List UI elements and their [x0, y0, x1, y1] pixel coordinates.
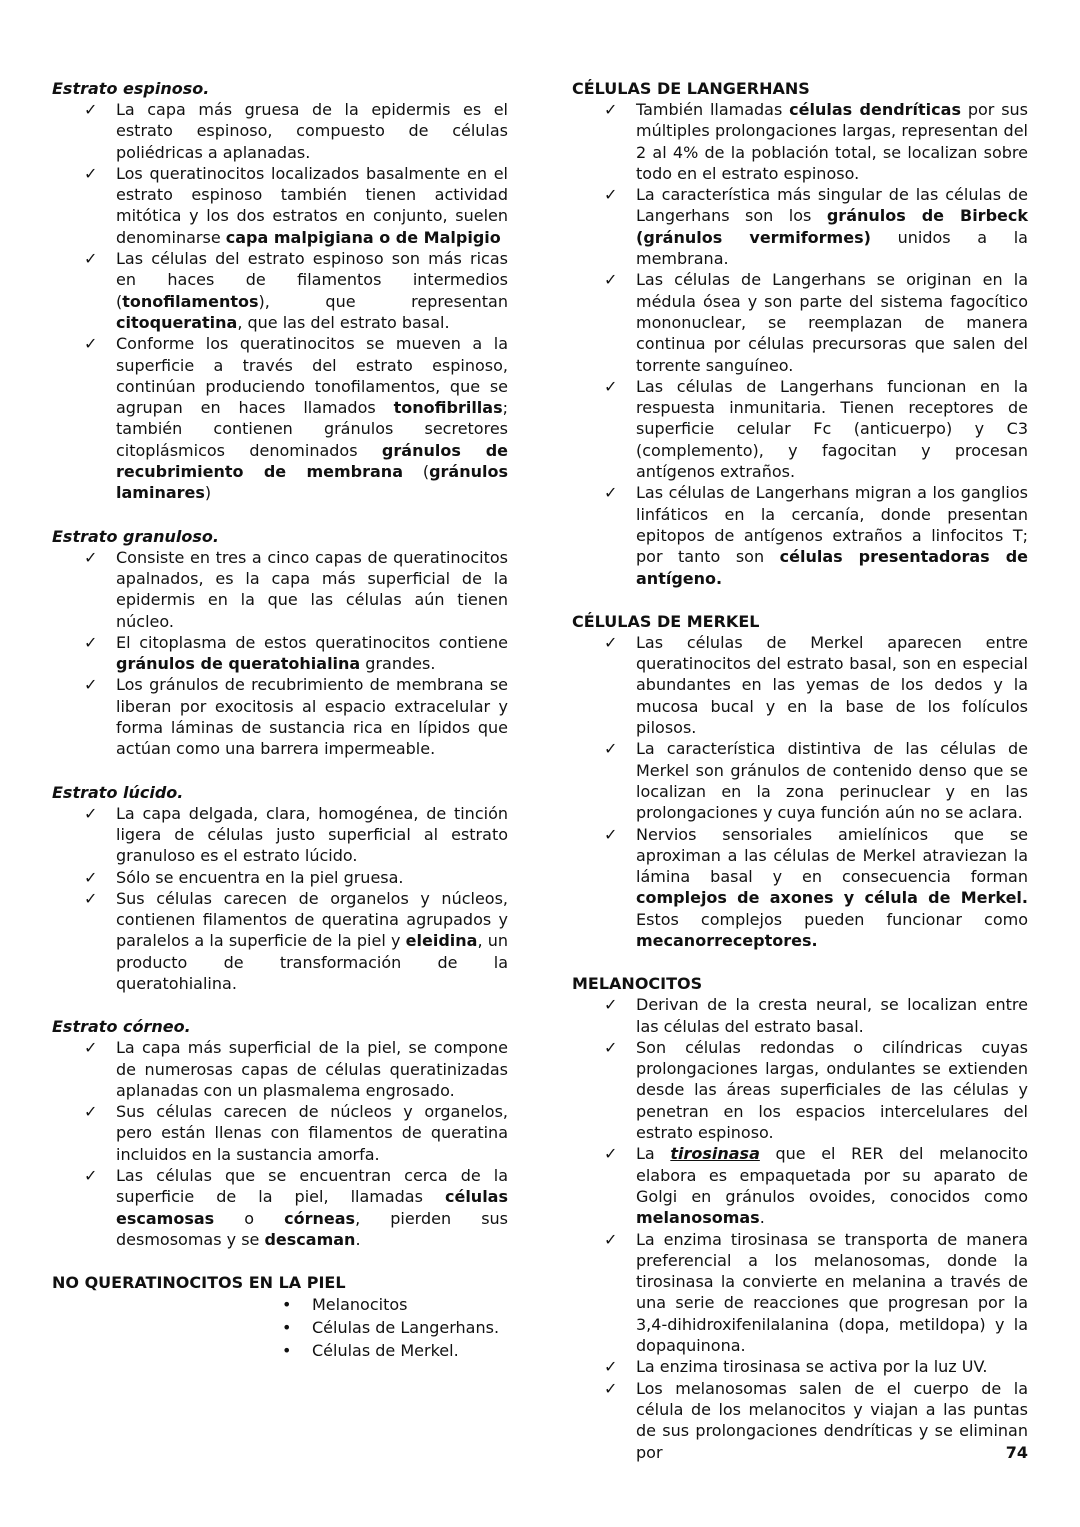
check-icon: ✓ [604, 376, 618, 396]
section-title: Estrato lúcido. [52, 782, 184, 802]
section-no-queratinocitos [52, 1272, 508, 1362]
check-icon: ✓ [604, 1357, 618, 1377]
check-icon: ✓ [604, 185, 618, 205]
list-item: ✓ Los gránulos de recubrimiento de membrana se liberan por exocitosis al espacio extracelular y forma láminas de sustancia rica en lípidos que actúan como una barrera impermeable. [84, 675, 508, 759]
check-icon: ✓ [604, 824, 618, 844]
list-item: • Melanocitos [282, 1295, 408, 1315]
checklist [572, 632, 1028, 951]
list-item: ✓ Las células de Merkel aparecen entre queratinocitos del estrato basal, son en especial abundantes en las yemas de los dedos y la mucosa bucal y en la base de los folículos pilosos. [604, 632, 1028, 738]
checklist [52, 547, 508, 760]
list-item: ✓ Las células de Langerhans funcionan en la respuesta inmunitaria. Tienen receptores de superficie celular Fc (anticuerpo) y C3 (complemento), y fagocitan y procesan antígenos extraños. [604, 376, 1028, 482]
list-item: ✓ La enzima tirosinasa se activa por la luz UV. [604, 1357, 988, 1377]
list-item: ✓ La característica más singular de las células de Langerhans son los gránulos de Birbeck (gránulos vermiformes) unidos a la membrana. [604, 185, 1028, 269]
section-celulas-merkel [572, 611, 1028, 951]
section-estrato-espinoso [52, 78, 508, 504]
section-estrato-corneo [52, 1016, 508, 1250]
list-item: ✓ Son células redondas o cilíndricas cuyas prolongaciones largas, ondulantes se extienden desde las áreas superficiales de las células y penetran en los espacios intercelulares del estrato espinoso. [604, 1037, 1028, 1143]
list-item: ✓ La capa más gruesa de la epidermis es el estrato espinoso, compuesto de células poliédricas a aplanadas. [84, 100, 508, 162]
list-item: ✓ Conforme los queratinocitos se mueven a la superficie a través del estrato espinoso, continúan produciendo tonofilamentos, que se agrupan en haces llamados tonofibrillas; también contienen gránulos secretores citoplásmicos denominados gránulos de recubrimiento de membrana (gránulos laminares) [84, 334, 508, 503]
list-item: ✓ La capa más superficial de la piel, se compone de numerosas capas de células queratinizadas aplanadas con un plasmalema engrosado. [84, 1038, 508, 1100]
list-item: ✓ Los melanosomas salen de el cuerpo de la célula de los melanocitos y viajan a las puntas de sus prolongaciones dendríticas y se eliminan por [604, 1378, 1028, 1462]
list-item: ✓ El citoplasma de estos queratinocitos contiene gránulos de queratohialina grandes. [84, 632, 508, 674]
check-icon: ✓ [604, 995, 618, 1015]
list-item: ✓ La tirosinasa que el RER del melanocito elabora es empaquetada por su aparato de Golgi en gránulos ovoides, conocidos como melanosomas. [604, 1144, 1028, 1228]
check-icon: ✓ [84, 100, 98, 119]
check-icon: ✓ [84, 632, 98, 652]
list-item: ✓ Sólo se encuentra en la piel gruesa. [84, 867, 404, 887]
right-column [572, 78, 1028, 1485]
list-item: • Células de Merkel. [282, 1341, 459, 1361]
list-item: ✓ La capa delgada, clara, homogénea, de tinción ligera de células justo superficial al estrato granuloso es el estrato lúcido. [84, 803, 508, 866]
section-title: Estrato granuloso. [52, 526, 219, 546]
list-item: ✓ Las células de Langerhans se originan en la médula ósea y son parte del sistema fagocítico mononuclear, se reemplazan de manera continua por células precursoras que salen del torrente sanguíneo. [604, 270, 1028, 375]
check-icon: ✓ [604, 483, 618, 503]
check-icon: ✓ [84, 1166, 98, 1186]
list-item: ✓ Derivan de la cresta neural, se localizan entre las células del estrato basal. [604, 995, 1028, 1036]
section-title: NO QUERATINOCITOS EN LA PIEL [52, 1273, 346, 1293]
check-icon: ✓ [604, 632, 618, 652]
bullet-icon: • [282, 1295, 292, 1315]
bullet-icon: • [282, 1318, 292, 1338]
check-icon: ✓ [604, 100, 618, 119]
list-item: ✓ Consiste en tres a cinco capas de queratinocitos apalnados, es la capa más superficial de la epidermis en la que las células aún tienen núcleo. [84, 547, 508, 631]
list-item: ✓ Los queratinocitos localizados basalmente en el estrato espinoso también tienen actividad mitótica y los dos estratos en conjunto, suelen denominarse capa malpigiana o de Malpigio [84, 163, 508, 247]
check-icon: ✓ [604, 1037, 618, 1057]
section-title: CÉLULAS DE LANGERHANS [572, 79, 810, 98]
list-item: ✓ También llamadas células dendríticas por sus múltiples prolongaciones largas, representan del 2 al 4% de la población total, se localizan sobre todo en el estrato espinoso. [604, 100, 1029, 183]
list-item: ✓ Las células que se encuentran cerca de la superficie de la piel, llamadas células escamosas o córneas, pierden sus desmosomas y se descaman. [84, 1166, 508, 1249]
check-icon: ✓ [84, 334, 98, 354]
list-item: ✓ Las células de Langerhans migran a los ganglios linfáticos en la cercanía, donde presentan epitopos de antígenos extraños a linfocitos T; por tanto son células presentadoras de antígeno. [604, 483, 1029, 588]
list-item: ✓ Sus células carecen de organelos y núcleos, contienen filamentos de queratina agrupados y paralelos a la superficie de la piel y eleidina, un producto de transformación de la queratohialina. [84, 888, 508, 993]
list-item: • Células de Langerhans. [282, 1318, 500, 1338]
checklist [52, 1037, 508, 1250]
list-item: ✓ Las células del estrato espinoso son más ricas en haces de filamentos intermedios (tonofilamentos), que representan citoqueratina, que las del estrato basal. [84, 249, 508, 332]
section-title: Estrato espinoso. [52, 79, 210, 98]
section-melanocitos [572, 973, 1028, 1463]
list-item: ✓ Sus células carecen de núcleos y organelos, pero están llenas con filamentos de queratina incluidos en la sustancia amorfa. [84, 1102, 508, 1164]
checklist [572, 99, 1028, 589]
check-icon: ✓ [604, 270, 618, 290]
check-icon: ✓ [84, 888, 98, 908]
checklist [52, 99, 508, 504]
check-icon: ✓ [604, 1229, 618, 1249]
list-item: ✓ La enzima tirosinasa se transporta de manera preferencial a los melanosomas, donde la tirosinasa la convierte en melanina a través de una serie de reacciones que progresan por la 3,4-dihidroxifenilalanina (dopa, metildopa) y la dopaquinona. [604, 1229, 1028, 1356]
page-number: 74 [1005, 1443, 1028, 1462]
bullet-icon: • [282, 1341, 292, 1361]
check-icon: ✓ [84, 249, 98, 269]
section-estrato-lucido [52, 782, 508, 995]
section-title: MELANOCITOS [572, 974, 703, 994]
check-icon: ✓ [84, 547, 98, 567]
check-icon: ✓ [604, 739, 618, 759]
left-column [52, 78, 508, 1384]
emphasized-term: tirosinasa [670, 1144, 760, 1164]
list-item: ✓ Nervios sensoriales amielínicos que se aproximan a las células de Merkel atraviezan la lámina basal y en consecuencia forman complejos de axones y célula de Merkel. Estos complejos pueden funcionar como mecanorreceptores. [604, 824, 1028, 950]
section-estrato-granuloso [52, 526, 508, 760]
section-celulas-langerhans [572, 78, 1028, 589]
checklist [52, 803, 508, 995]
check-icon: ✓ [604, 1378, 618, 1398]
check-icon: ✓ [84, 867, 98, 887]
check-icon: ✓ [84, 1038, 98, 1058]
check-icon: ✓ [84, 803, 98, 823]
check-icon: ✓ [84, 163, 98, 183]
checklist [572, 994, 1028, 1463]
list-item: ✓ La característica distintiva de las células de Merkel son gránulos de contenido denso que se localizan en la zona perinuclear y en las prolongaciones y cuya función aún no se aclara. [604, 739, 1028, 823]
check-icon: ✓ [84, 1102, 98, 1122]
section-title: Estrato córneo. [52, 1017, 191, 1037]
check-icon: ✓ [604, 1144, 618, 1164]
section-title: CÉLULAS DE MERKEL [572, 611, 760, 631]
check-icon: ✓ [84, 675, 98, 695]
bullet-list [52, 1293, 508, 1362]
